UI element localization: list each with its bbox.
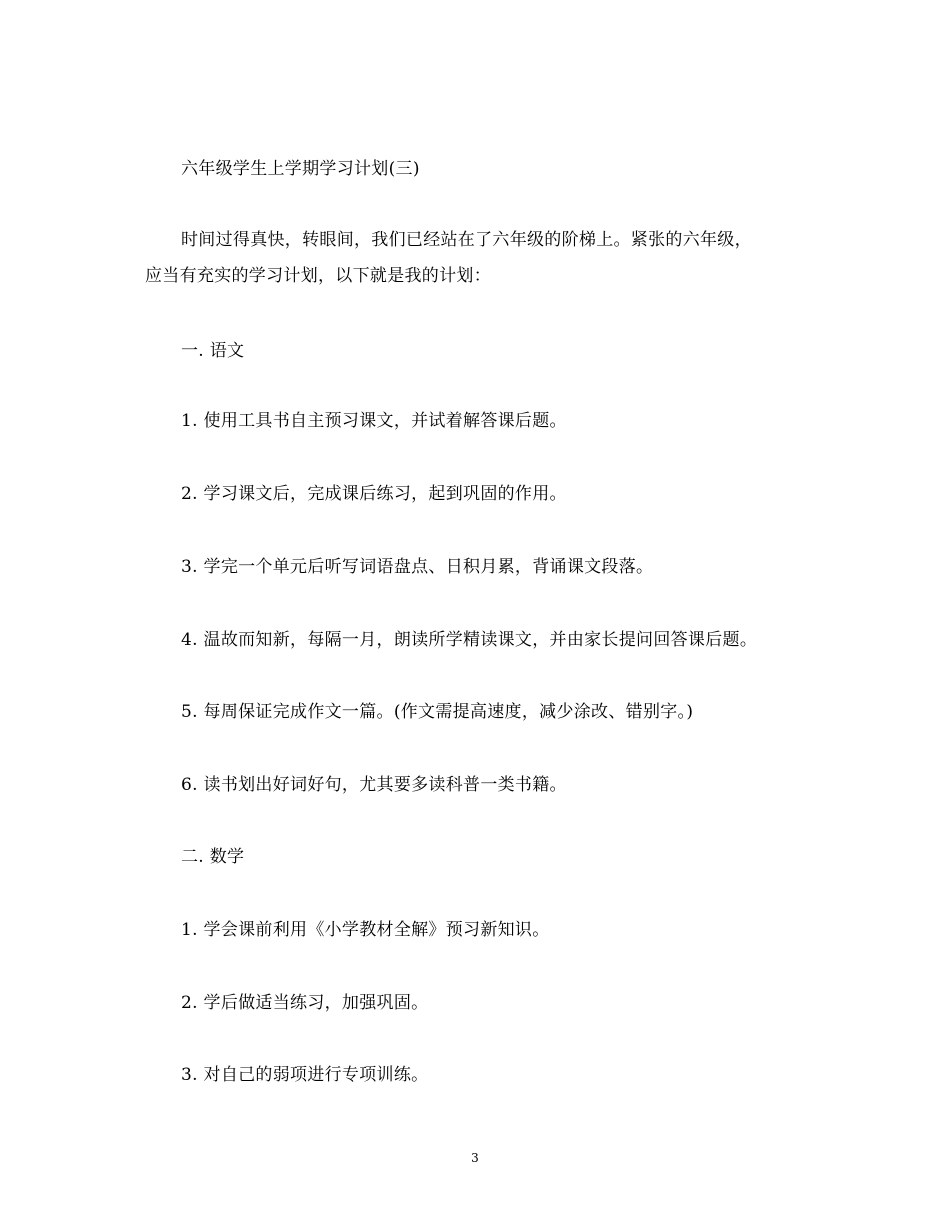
section-heading-chinese: 一. 语文 [181,341,245,361]
list-item: 4. 温故而知新，每隔一月，朗读所学精读课文，并由家长提问回答课后题。 [181,630,758,650]
intro-paragraph-line-2: 应当有充实的学习计划，以下就是我的计划： [145,266,491,286]
list-item: 3. 对自己的弱项进行专项训练。 [181,1065,429,1085]
list-item: 3. 学完一个单元后听写词语盘点、日积月累，背诵课文段落。 [181,557,654,577]
section-heading-math: 二. 数学 [181,847,245,867]
list-item: 2. 学习课文后，完成课后练习，起到巩固的作用。 [181,484,567,504]
list-item: 1. 使用工具书自主预习课文，并试着解答课后题。 [181,411,567,431]
list-item: 6. 读书划出好词好句，尤其要多读科普一类书籍。 [181,775,567,795]
intro-paragraph-line-1: 时间过得真快，转眼间，我们已经站在了六年级的阶梯上。紧张的六年级， [181,230,752,250]
list-item: 1. 学会课前利用《小学教材全解》预习新知识。 [181,920,550,940]
document-title: 六年级学生上学期学习计划(三) [181,159,420,179]
page-number: 3 [471,1151,479,1165]
list-item: 2. 学后做适当练习，加强巩固。 [181,993,429,1013]
list-item: 5. 每周保证完成作文一篇。(作文需提高速度，减少涂改、错别字。) [181,702,694,722]
